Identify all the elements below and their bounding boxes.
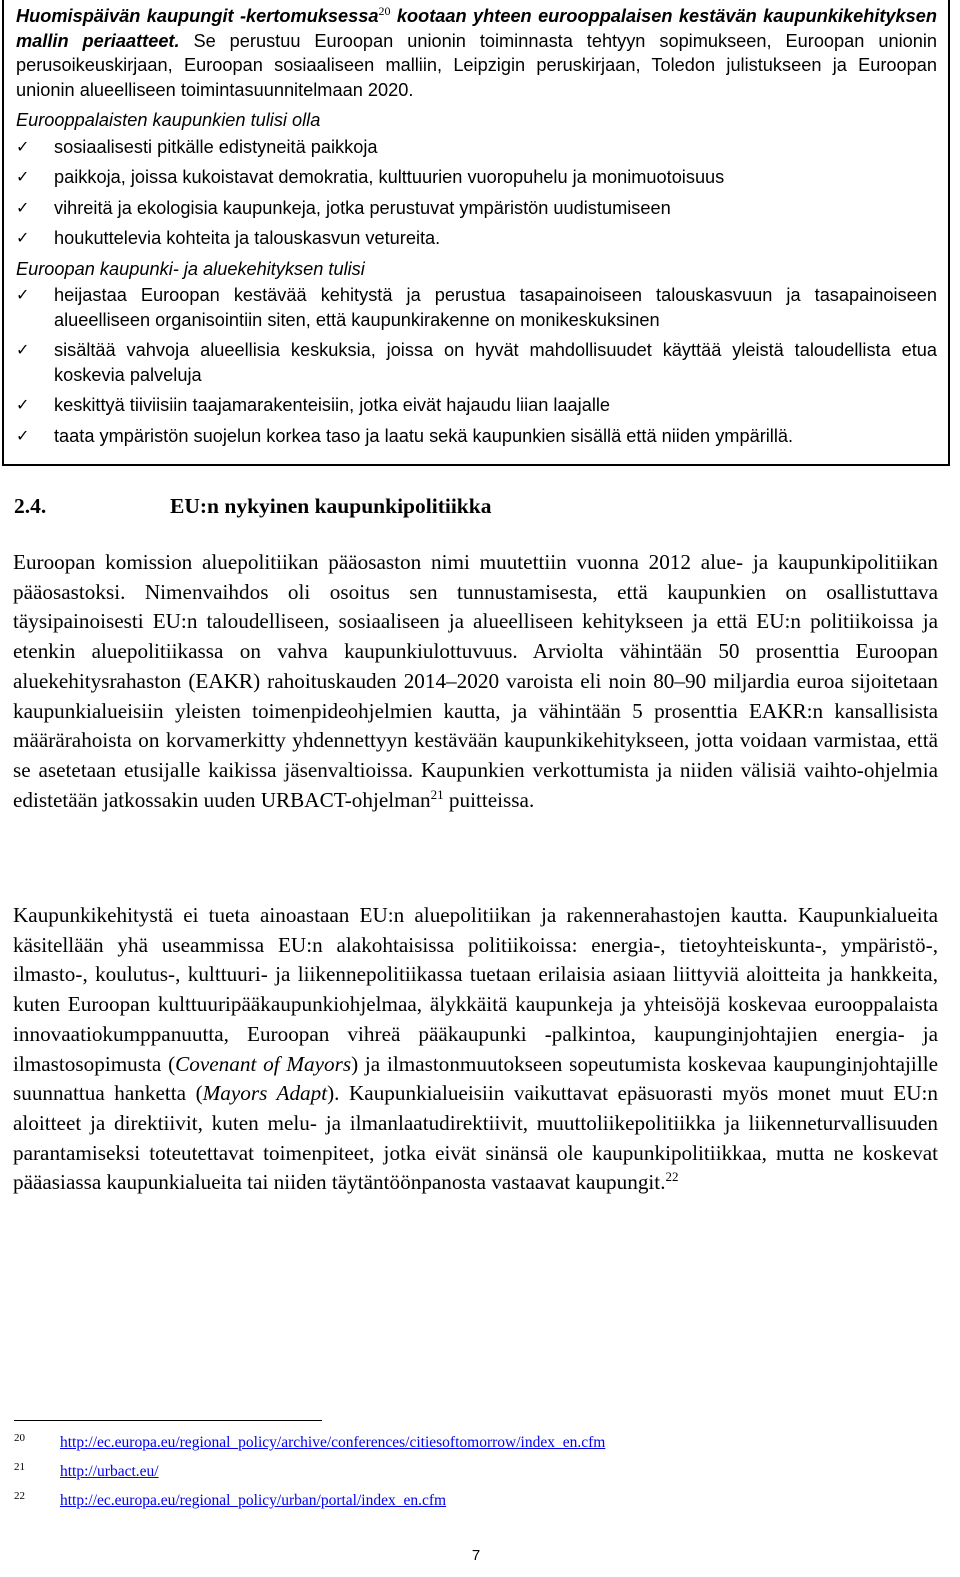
list2 — [16, 283, 937, 448]
box-intro-bold-a: Huomispäivän kaupungit -kertomuksessa — [16, 6, 379, 26]
checkmark-icon: ✓ — [16, 285, 30, 304]
italic-term: Covenant of Mayors — [175, 1051, 352, 1076]
footnote-number: 22 — [14, 1490, 25, 1502]
footnote-20 — [14, 1432, 605, 1452]
list-item: ✓ sisältää vahvoja alueellisia keskuksia, joissa on hyvät mahdollisuudet käyttää yleistä taloudellista etua koskevia palveluja — [16, 340, 937, 385]
checkmark-icon: ✓ — [16, 395, 30, 414]
list-item: ✓ sosiaalisesti pitkälle edistyneitä paikkoja — [16, 135, 937, 160]
section-title: EU:n nykyinen kaupunkipolitiikka — [170, 494, 492, 518]
footnote-separator — [14, 1420, 322, 1421]
list-item: ✓ houkuttelevia kohteita ja talouskasvun vetureita. — [16, 226, 937, 251]
footnote-link[interactable]: http://ec.europa.eu/regional_policy/urban/portal/index_en.cfm — [60, 1492, 447, 1510]
footnote-link[interactable]: http://urbact.eu/ — [60, 1463, 159, 1481]
checkmark-icon: ✓ — [16, 228, 30, 247]
list-item: ✓ taata ympäristön suojelun korkea taso ja laatu sekä kaupunkien sisällä että niiden ympärillä. — [16, 424, 937, 449]
box-intro-bold-b: kootaan yhteen eurooppalaisen kestävän kaupunkikehityksen mallin periaatteet. — [16, 6, 938, 51]
italic-term: Mayors Adapt — [202, 1081, 328, 1106]
checkmark-icon: ✓ — [16, 136, 30, 156]
list-item: ✓ keskittyä tiiviisiin taajamarakenteisiin, jotka eivät hajaudu liian laajalle — [16, 393, 937, 418]
footnote-number: 20 — [14, 1432, 25, 1444]
page-number: 7 — [471, 1547, 481, 1564]
footnote-ref-22[interactable]: 22 — [665, 1169, 679, 1185]
list1 — [16, 135, 937, 251]
section-number: 2.4. — [14, 494, 47, 518]
footnote-link[interactable]: http://ec.europa.eu/regional_policy/archive/conferences/citiesoftomorrow/index_en.cfm — [60, 1434, 606, 1452]
checkmark-icon: ✓ — [16, 425, 30, 445]
list-item: ✓ heijastaa Euroopan kestävää kehitystä ja perustua tasapainoiseen talouskasvuun ja tasapainoiseen alueelliseen organisointiin siten, että kaupunkirakenne on monikeskuksinen — [16, 285, 937, 330]
list2-heading: Euroopan kaupunki- ja aluekehityksen tulisi — [16, 258, 365, 279]
box-intro-rest: Se perustuu Euroopan unionin toiminnasta tehtyyn sopimukseen, Euroopan unionin perusoikeuskirjaan, Euroopan sosiaaliseen malliin, Leipzigin peruskirjaan, Toledon julistukseen ja Euroopan unionin alueelliseen toimintasuunnitelmaan 2020. — [16, 30, 937, 100]
list1-heading: Eurooppalaisten kaupunkien tulisi olla — [16, 110, 321, 130]
body-paragraph-1: Euroopan komission aluepolitiikan pääosaston nimi muutettiin vuonna 2012 alue- ja kaupunkipolitiikan pääosastoksi. Nimenvaihdos oli osoitus sen tunnustamisesta, että kaupunkien on osallistuttava täysipainoisesti EU:n taloudelliseen, sosiaaliseen ja alueelliseen kehitykseen ja että EU:n politiikoissa ja etenkin aluepolitiikassa on vahva kaupunkiulottuvuus. Arviolta vähintään 50 prosenttia Euroopan aluekehitysrahaston (EAKR) rahoituskauden 2014–2020 varoista eli noin 80–90 miljardia euroa sijoitetaan kaupunkialueisiin yleisten toimenpideohjelmien kautta, ja vähintään 5 prosenttia EAKR:n kansallisista määrärahoista on korvamerkitty yhdennettyyn kestävään kaupunkikehitykseen, jotta voidaan varmistaa, että se asetetaan etusijalle kaikissa jäsenvaltioissa. Kaupunkien verkottumista ja niiden välisiä vaihto-ohjelmia edistetään jatkossakin uuden URBACT-ohjelman$^{21}$ puitteissa. — [13, 550, 938, 812]
footnote-ref-20[interactable]: 20 — [378, 3, 391, 18]
checkmark-icon: ✓ — [16, 167, 30, 186]
footnote-number: 21 — [14, 1461, 25, 1473]
checkmark-icon: ✓ — [16, 197, 30, 217]
list-item: ✓ vihreitä ja ekologisia kaupunkeja, jotka perustuvat ympäristön uudistumiseen — [16, 196, 937, 221]
checkmark-icon: ✓ — [16, 340, 30, 359]
box-intro — [16, 4, 937, 102]
list-item: ✓ paikkoja, joissa kukoistavat demokratia, kulttuurien vuoropuhelu ja monimuotoisuus — [16, 165, 937, 190]
footnote-ref-21[interactable]: 21 — [430, 786, 444, 802]
footnote-22 — [14, 1490, 446, 1510]
section-heading — [14, 494, 491, 519]
footnote-21 — [14, 1461, 159, 1481]
principles-box — [2, 0, 950, 466]
body-paragraph-2: Kaupunkikehitystä ei tueta ainoastaan EU:n aluepolitiikan ja rakennerahastojen kautta. Kaupunkialueita käsitellään yhä useammissa EU:n alakohtaisissa politiikoissa: energia-, tietoyhteiskunta-, ympäristö-, ilmasto-, koulutus-, kulttuuri- ja liikennepolitiikassa tuetaan erilaisia asiaan liittyviä aloitteita ja hankkeita, kuten Euroopan kulttuuripääkaupunkiohjelmaa, älykkäitä kaupunkeja ja yhteisöjä koskevaa eurooppalaista innovaatiokumppanuutta, Euroopan vihreä pääkaupunki -palkintoa, kaupunginjohtajien energia- ja ilmastosopimusta (Covenant of Mayors) ja ilmastonmuutokseen sopeutumista koskevaa kaupunginjohtajille suunnattua hanketta (Mayors Adapt). Kaupunkialueisiin vaikuttavat epäsuorasti myös monet muut EU:n aloitteet ja direktiivit, kuten melu- ja ilmanlaatudirektiivit, muuttoliikepolitiikka ja liikenneturvallisuuden parantamiseksi toteutettavat toimenpiteet, jotka eivät sinänsä ole kaupunkipolitiikkaa, mutta ne koskevat pääasiassa kaupunkialueita tai niiden täytäntöönpanosta vastaavat kaupungit.$^{22}$ — [13, 903, 938, 1195]
